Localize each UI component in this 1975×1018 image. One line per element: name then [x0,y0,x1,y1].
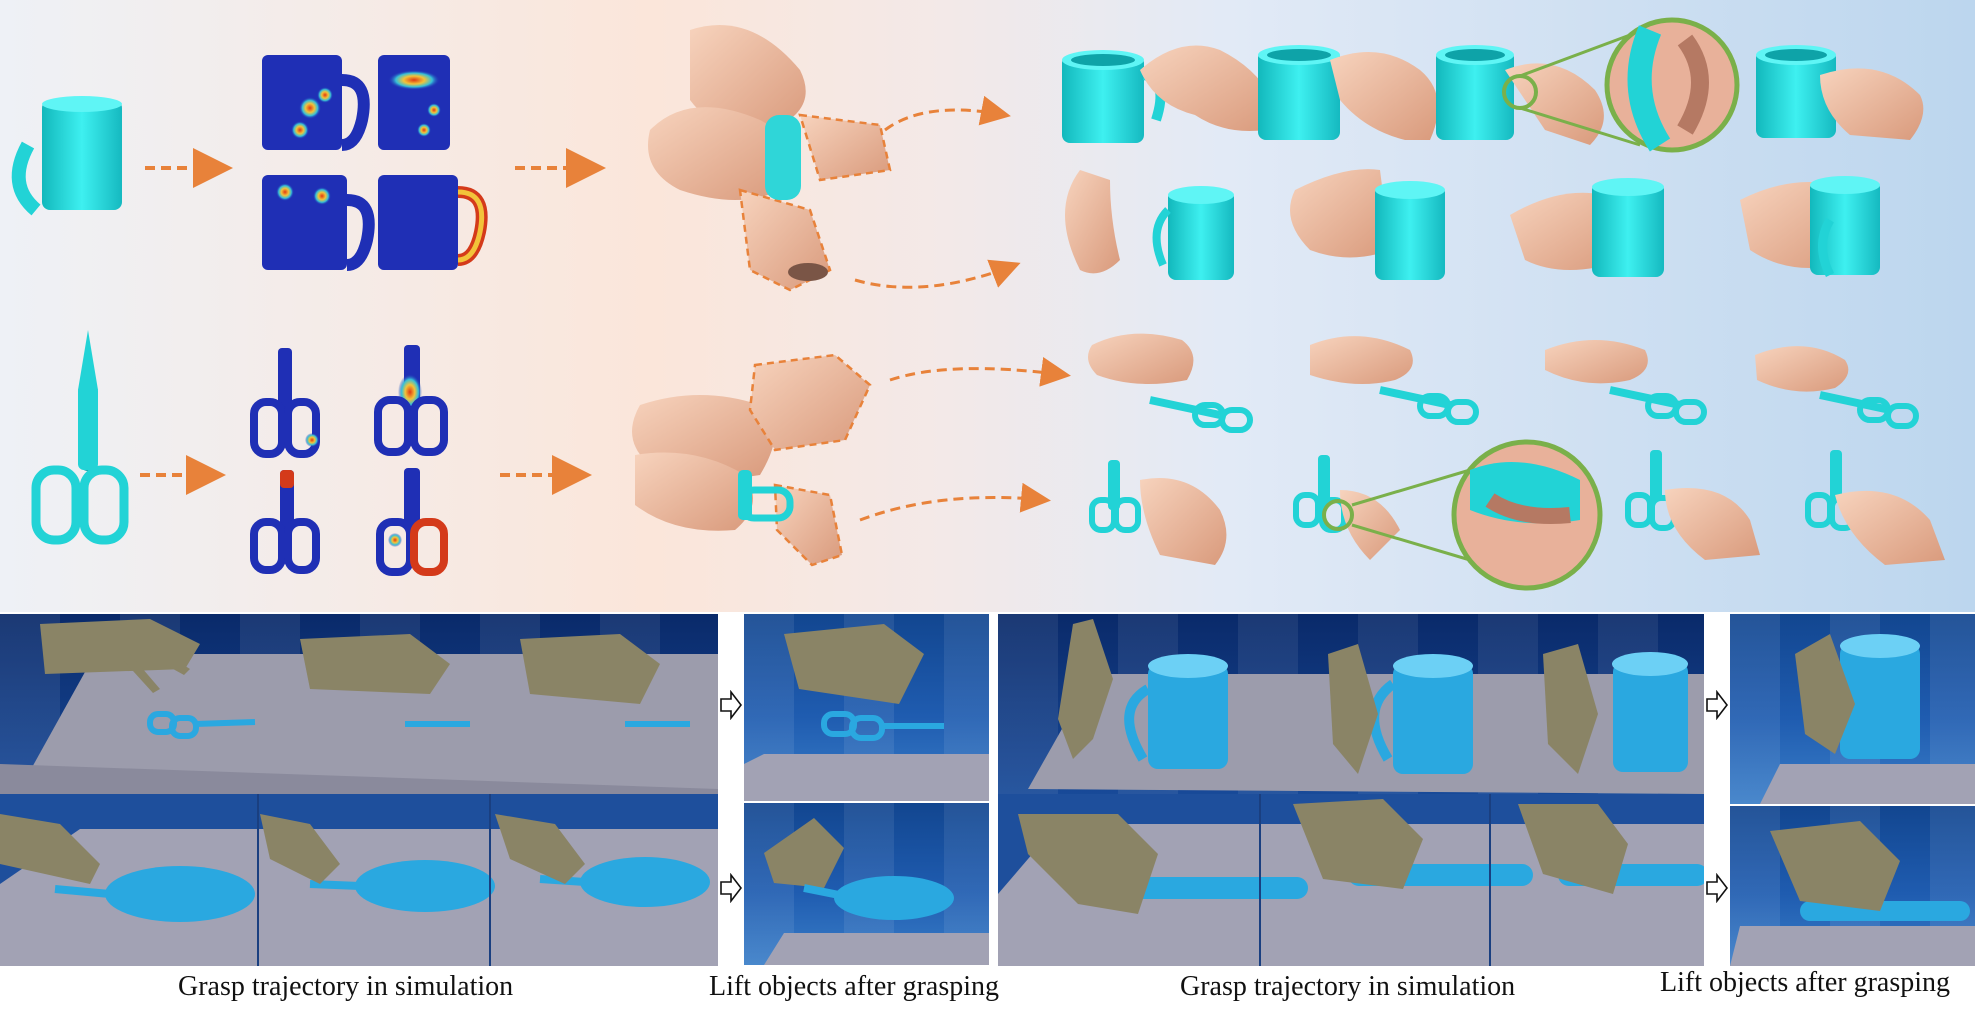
dashed-arrow [890,369,1065,380]
sim-trajectory-scissors-pan [0,614,718,966]
right-arrow-icon [1706,690,1728,720]
grasp-hand-cluster-scissors [632,355,870,565]
right-arrow-icon [720,690,742,720]
right-arrow-icon [720,873,742,903]
caption-lift-objects-right: Lift objects after grasping [1660,967,1951,998]
dashed-arrow [855,265,1015,287]
input-scissors [36,330,124,540]
scissors-grasp-results-row2 [1092,442,1945,588]
scissors-grasp-results [1088,334,1916,430]
right-arrow-icon [1706,873,1728,903]
mug-grasp-results [1062,20,1923,150]
sim-trajectory-mug-bottle [998,614,1704,966]
lift-panel-mug [1730,614,1975,804]
lift-panel-scissors [744,614,989,801]
mug-grasp-results-row2 [1065,169,1880,280]
contact-map-scissors [254,345,444,572]
grasp-hand-cluster-mug [648,25,890,290]
sim-trajectory-panel-right [998,614,1704,966]
dashed-arrow [885,110,1005,130]
caption-lift-objects-left: Lift objects after grasping [709,971,1000,1002]
lift-panel-pan [744,803,989,965]
input-mug [19,96,122,210]
caption-grasp-trajectory-right: Grasp trajectory in simulation [1180,971,1516,1002]
sim-trajectory-panel-left [0,614,718,966]
lift-panel-bottle [1730,806,1975,966]
caption-grasp-trajectory-left: Grasp trajectory in simulation [178,971,514,1002]
contact-map-mug [262,55,482,270]
dashed-arrow [860,498,1045,521]
